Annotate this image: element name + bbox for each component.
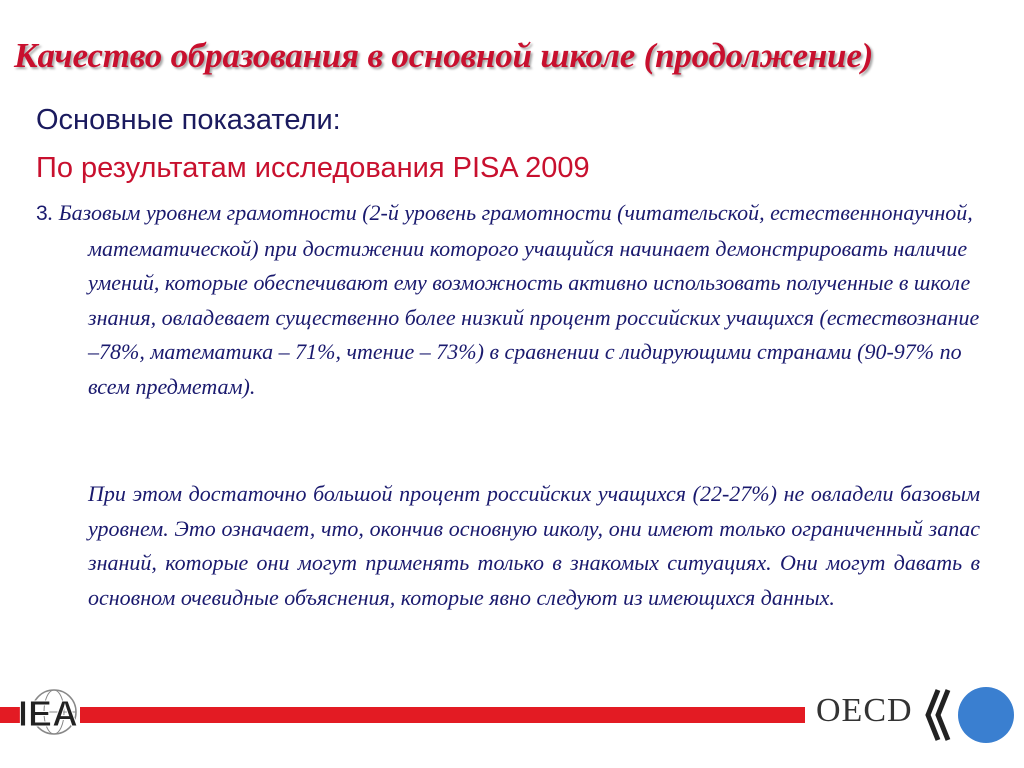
paragraph-number: 3 <box>36 202 48 225</box>
paragraph-basic-literacy <box>36 196 993 404</box>
iea-logo <box>14 684 86 736</box>
iea-logo-text: IEA <box>18 693 79 734</box>
slide-subtitle-pisa: По результатам исследования PISA 2009 <box>36 152 590 184</box>
slide-subtitle: Основные показатели: <box>36 104 341 136</box>
slide-title: Качество образования в основной школе (продолжение) <box>14 36 874 75</box>
oecd-logo <box>924 682 1016 748</box>
oecd-logo-text: OECD <box>816 692 913 729</box>
footer-bar <box>80 707 805 723</box>
paragraph-below-basic: При этом достаточно большой процент российских учащихся (22-27%) не овладели базовым уровнем. Это означает, что, окончив основную школу, они имеют только ограниченный запас знаний, которые они могут применять только в знакомых ситуациях. Они могут давать в основном очевидные объяснения, которые явно следуют из имеющихся данных. <box>88 481 980 610</box>
paragraph-basic-literacy-text: . Базовым уровнем грамотности (2-й уровень грамотности (читательской, естественнонаучной, математической) при достижении которого учащийся начинает демонстрировать наличие умений, которые обеспечивают ему возможность активно использовать полученные в школе знания, овладевает существенно более низкий процент российских учащихся (естествознание –78%, математика – 71%, чтение – 73%) в сравнении с лидирующими странами (90-97% по всем предметам). <box>47 200 980 399</box>
